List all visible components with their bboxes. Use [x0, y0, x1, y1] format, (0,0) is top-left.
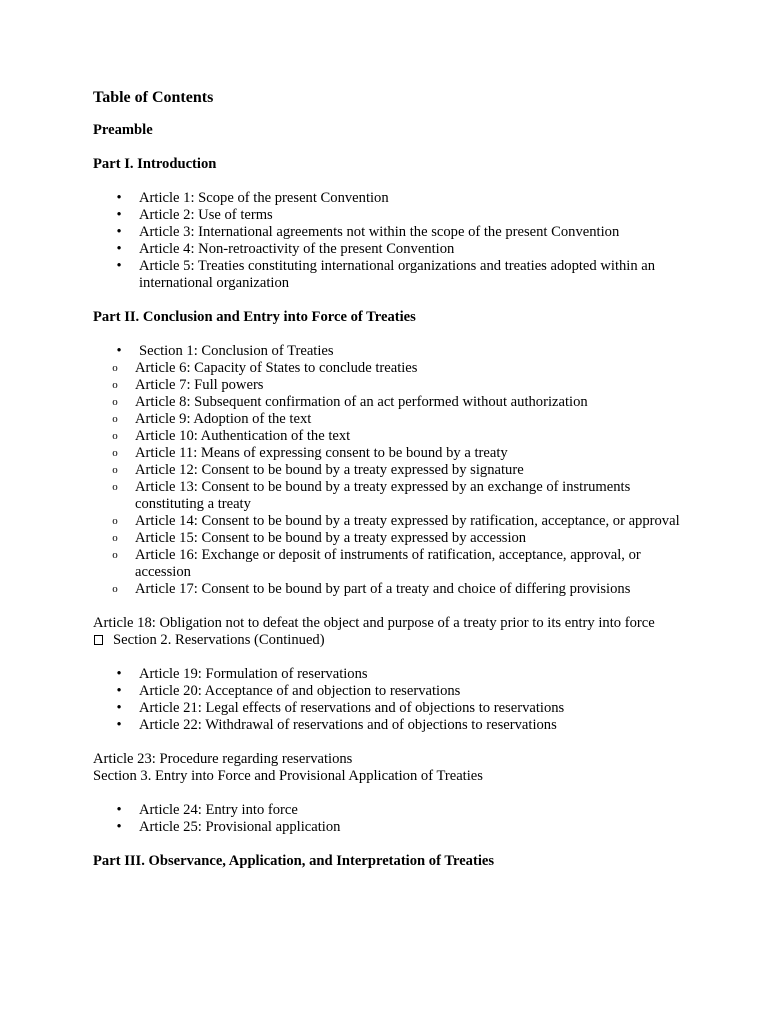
- circle-bullet-icon: o: [112, 481, 118, 493]
- article23-text: Article 23: Procedure regarding reservations: [93, 751, 353, 767]
- part2-heading: Part II. Conclusion and Entry into Force of Treaties: [93, 309, 416, 325]
- section3-list: [93, 802, 693, 836]
- bullet-icon: •: [116, 717, 122, 733]
- list-item: • Section 1: Conclusion of Treaties: [93, 343, 693, 360]
- list-item: • Article 5: Treaties constituting international organizations and treaties adopted within an international organization: [93, 258, 693, 292]
- list-item: o Article 16: Exchange or deposit of instruments of ratification, acceptance, approval, or accession: [93, 547, 693, 581]
- circle-bullet-icon: o: [112, 549, 118, 561]
- bullet-icon: •: [116, 666, 122, 682]
- list-item: o Article 12: Consent to be bound by a treaty expressed by signature: [93, 462, 693, 479]
- bullet-icon: •: [116, 190, 122, 206]
- section2-list: [93, 666, 693, 734]
- bullet-icon: •: [116, 683, 122, 699]
- circle-bullet-icon: o: [112, 362, 118, 374]
- section2-line: Section 2. Reservations (Continued): [93, 632, 693, 649]
- bullet-icon: •: [116, 224, 122, 240]
- circle-bullet-icon: o: [112, 379, 118, 391]
- list-item: • Article 24: Entry into force: [93, 802, 693, 819]
- article18-text: Article 18: Obligation not to defeat the object and purpose of a treaty prior to its entry into force: [93, 615, 655, 631]
- checkbox-glyph-icon: [94, 635, 103, 645]
- preamble-heading: Preamble: [93, 122, 153, 138]
- list-item: o Article 14: Consent to be bound by a treaty expressed by ratification, acceptance, or approval: [93, 513, 693, 530]
- list-item: • Article 3: International agreements not within the scope of the present Convention: [93, 224, 693, 241]
- circle-bullet-icon: o: [112, 583, 118, 595]
- list-item: • Article 25: Provisional application: [93, 819, 693, 836]
- circle-bullet-icon: o: [112, 464, 118, 476]
- list-item: • Article 19: Formulation of reservations: [93, 666, 693, 683]
- circle-bullet-icon: o: [112, 413, 118, 425]
- list-item: • Article 22: Withdrawal of reservations and of objections to reservations: [93, 717, 693, 734]
- list-item: • Article 4: Non-retroactivity of the present Convention: [93, 241, 693, 258]
- bullet-icon: •: [116, 207, 122, 223]
- bullet-icon: •: [116, 802, 122, 818]
- part3-heading: Part III. Observance, Application, and Interpretation of Treaties: [93, 853, 495, 869]
- part1-list: [93, 190, 693, 292]
- bullet-icon: •: [116, 241, 122, 257]
- list-item: o Article 17: Consent to be bound by part of a treaty and choice of differing provisions: [93, 581, 693, 598]
- toc-title: Table of Contents: [93, 89, 214, 106]
- list-item: o Article 6: Capacity of States to conclude treaties: [93, 360, 693, 377]
- list-item: • Article 21: Legal effects of reservations and of objections to reservations: [93, 700, 693, 717]
- part1-heading: Part I. Introduction: [93, 156, 217, 172]
- document-page: [93, 88, 693, 887]
- list-item: o Article 10: Authentication of the text: [93, 428, 693, 445]
- section3-line: Section 3. Entry into Force and Provisional Application of Treaties: [93, 768, 483, 784]
- bullet-icon: •: [116, 343, 122, 359]
- list-item: • Article 20: Acceptance of and objection to reservations: [93, 683, 693, 700]
- circle-bullet-icon: o: [112, 515, 118, 527]
- circle-bullet-icon: o: [112, 447, 118, 459]
- circle-bullet-icon: o: [112, 430, 118, 442]
- section1-articles-list: [93, 360, 693, 598]
- list-item: • Article 2: Use of terms: [93, 207, 693, 224]
- list-item: o Article 9: Adoption of the text: [93, 411, 693, 428]
- bullet-icon: •: [116, 700, 122, 716]
- list-item: o Article 8: Subsequent confirmation of an act performed without authorization: [93, 394, 693, 411]
- section1-list: [93, 343, 693, 360]
- bullet-icon: •: [116, 258, 122, 274]
- circle-bullet-icon: o: [112, 532, 118, 544]
- list-item: o Article 11: Means of expressing consent to be bound by a treaty: [93, 445, 693, 462]
- list-item: o Article 13: Consent to be bound by a treaty expressed by an exchange of instruments constituting a treaty: [93, 479, 693, 513]
- list-item: o Article 15: Consent to be bound by a treaty expressed by accession: [93, 530, 693, 547]
- bullet-icon: •: [116, 819, 122, 835]
- list-item: o Article 7: Full powers: [93, 377, 693, 394]
- list-item: • Article 1: Scope of the present Convention: [93, 190, 693, 207]
- circle-bullet-icon: o: [112, 396, 118, 408]
